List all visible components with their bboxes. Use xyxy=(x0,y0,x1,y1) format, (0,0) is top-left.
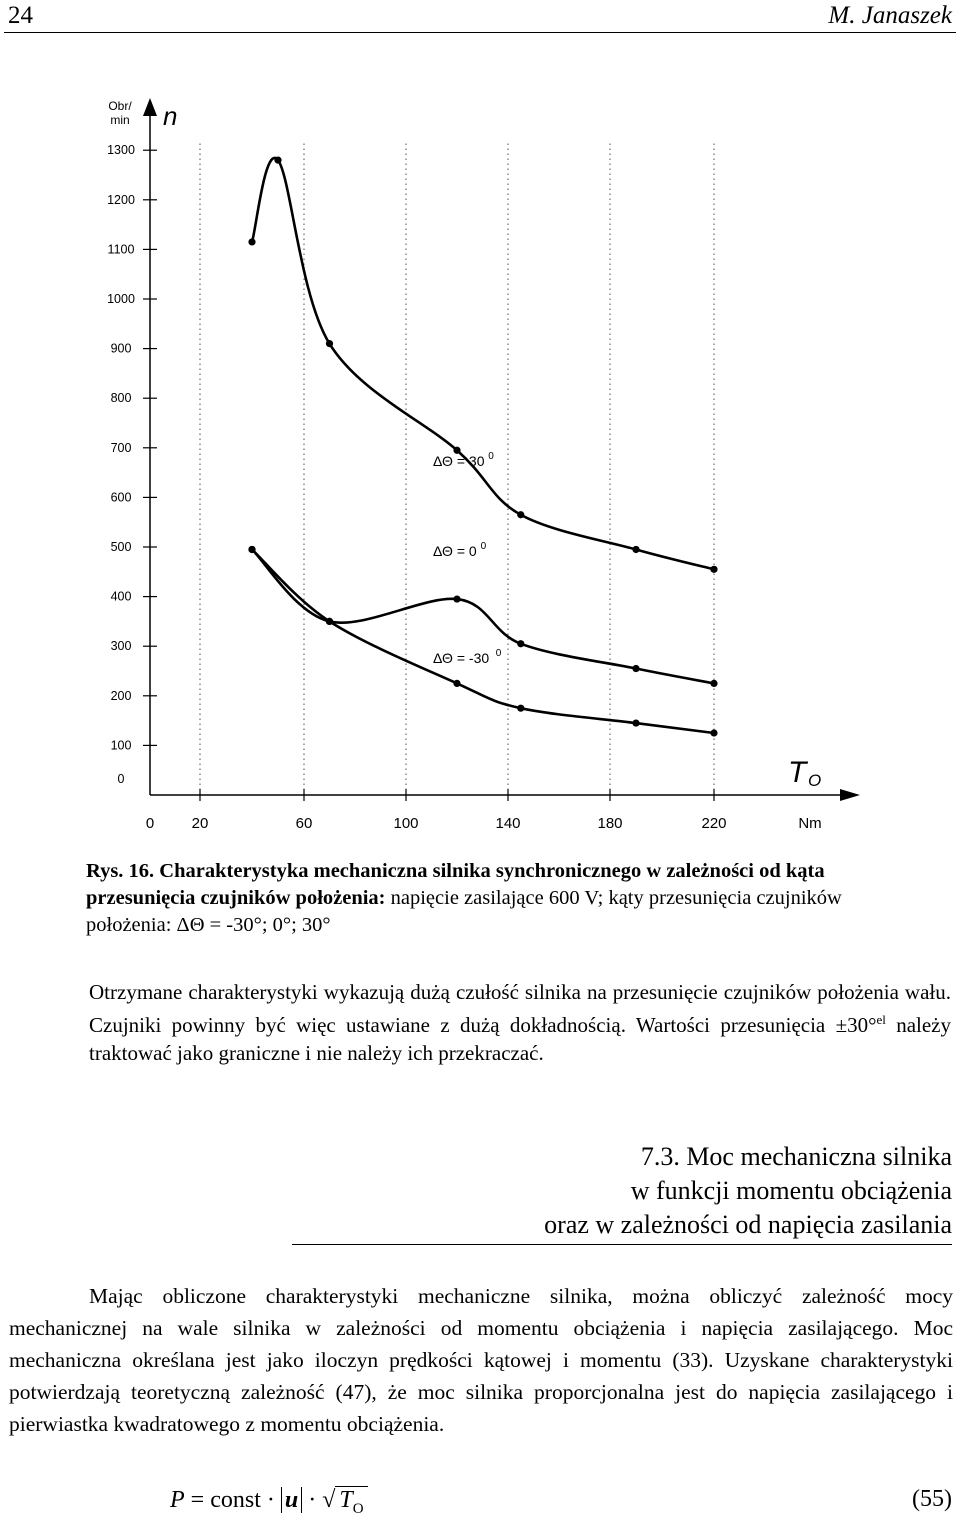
section-heading-line1: 7.3. Moc mechaniczna silnika xyxy=(640,1142,952,1171)
y-tick-label: 200 xyxy=(110,688,132,703)
x-tick-label: 20 xyxy=(191,815,209,832)
section-heading xyxy=(292,1140,952,1242)
y-tick-label: 900 xyxy=(110,341,132,356)
x-tick-label: 60 xyxy=(295,815,313,832)
series-point xyxy=(326,340,333,347)
x-axis-subscript: O xyxy=(808,771,822,790)
series-label-sup: 0 xyxy=(480,541,487,552)
paragraph-sensitivity-text-a: Otrzymane charakterystyki wykazują dużą czułość silnika na przesunięcie czujników położenia wału. Czujniki powinny być więc ustawiane z dużą dokładnością. Wartości przesunięcia ±30° xyxy=(89,980,951,1037)
y-tick-label: 300 xyxy=(110,639,132,654)
y-tick-label: 1100 xyxy=(107,242,135,257)
section-heading-line3: oraz w zależności od napięcia zasilania xyxy=(544,1210,952,1239)
page-header xyxy=(0,0,960,34)
equation-u: u xyxy=(284,1487,299,1513)
x-tick-label: 140 xyxy=(495,815,521,832)
x-tick-label: 100 xyxy=(393,815,419,832)
x-axis-arrow xyxy=(840,789,860,801)
equation-number: (55) xyxy=(912,1486,952,1512)
series-label: ΔΘ = 30 xyxy=(433,453,485,469)
y-tick-label: 700 xyxy=(110,440,132,455)
y-tick-label: 1000 xyxy=(107,292,135,306)
y-tick-label: 600 xyxy=(110,490,132,505)
x-axis-unit: Nm xyxy=(798,815,822,832)
equation-eq: = const · xyxy=(184,1487,275,1513)
paragraph-sensitivity-text-b: należy traktować jako graniczne i nie należy ich przekraczać. xyxy=(89,1013,951,1065)
series-point xyxy=(710,566,717,573)
header-rule xyxy=(4,32,956,33)
y-unit-line1: Obr/ xyxy=(108,99,132,113)
y-tick-label: 400 xyxy=(110,589,132,604)
y-tick-label: 100 xyxy=(110,738,132,753)
equation-rad-sub: O xyxy=(352,1500,364,1517)
figure-caption xyxy=(86,858,896,939)
series-point xyxy=(710,680,717,687)
series-point xyxy=(517,511,524,518)
series-point xyxy=(710,729,717,736)
caption-normal: napięcie zasilające 600 V; kąty przesunięcia czujników położenia: ΔΘ = -30°; 0°; 30° xyxy=(86,887,842,936)
series-point xyxy=(274,157,281,164)
paragraph-power: Mając obliczone charakterystyki mechaniczne silnika, można obliczyć zależność mocy mechanicznej na wale silnika w zależności od momentu obciążenia i napięcia zasilającego. Moc mechaniczna określana jest jako iloczyn prędkości kątowej i momentu (33). Uzyskane charakterystyki potwierdzają teoretyczną zależność (47), że moc silnika proporcjonalna jest do napięcia zasilającego i pierwiastka kwadratowego z momentu obciążenia. xyxy=(9,1284,953,1436)
series-point xyxy=(632,719,639,726)
equation-abs-u xyxy=(281,1487,302,1513)
equation-dot: · xyxy=(308,1487,317,1513)
series-point xyxy=(517,640,524,647)
paragraph-sensitivity xyxy=(89,978,951,1067)
author-name: M. Janaszek xyxy=(828,2,952,29)
caption-bold: Rys. 16. Charakterystyka mechaniczna silnika synchronicznego w zależności od kąta przesunięcia czujników położenia: xyxy=(86,860,825,909)
equation-sqrt: √ $T_O$ xyxy=(322,1487,367,1513)
paragraph-sensitivity-sup: el xyxy=(876,1012,886,1027)
series-point xyxy=(632,665,639,672)
x-tick-label: 220 xyxy=(701,815,727,832)
series-point xyxy=(517,705,524,712)
series-label-sup: 0 xyxy=(488,451,494,462)
mechanical-characteristic-chart xyxy=(0,90,960,840)
equation-rad: T xyxy=(339,1487,353,1513)
page-number: 24 xyxy=(8,2,33,29)
y-unit-line2: min xyxy=(110,113,130,127)
x-axis-symbol: T xyxy=(788,756,807,789)
equation-55 xyxy=(170,1486,368,1518)
series-line xyxy=(252,158,714,569)
series-point xyxy=(453,595,460,602)
y-axis-arrow xyxy=(143,98,157,116)
equation-lhs: P xyxy=(170,1487,185,1513)
x-tick-label: 180 xyxy=(597,815,623,832)
x-tick-label: 0 xyxy=(145,815,155,832)
series-label: ΔΘ = -30 xyxy=(433,650,490,666)
y-tick-label: 800 xyxy=(110,391,132,406)
series-label: ΔΘ = 0 xyxy=(433,543,477,559)
series-point xyxy=(632,546,639,553)
section-heading-line2: w funkcji momentu obciążenia xyxy=(630,1176,952,1205)
y-tick-label: 1200 xyxy=(107,192,135,207)
series-point xyxy=(248,238,255,245)
series-label-sup: 0 xyxy=(495,648,502,659)
y-tick-label: 1300 xyxy=(107,143,135,158)
series-point xyxy=(248,546,255,553)
series-point xyxy=(453,680,460,687)
series-point xyxy=(326,618,333,625)
y-tick-label: 0 xyxy=(117,772,125,786)
y-tick-label: 500 xyxy=(110,540,132,554)
y-axis-symbol: n xyxy=(163,101,178,131)
series-line xyxy=(252,549,714,733)
section-rule xyxy=(292,1244,952,1245)
